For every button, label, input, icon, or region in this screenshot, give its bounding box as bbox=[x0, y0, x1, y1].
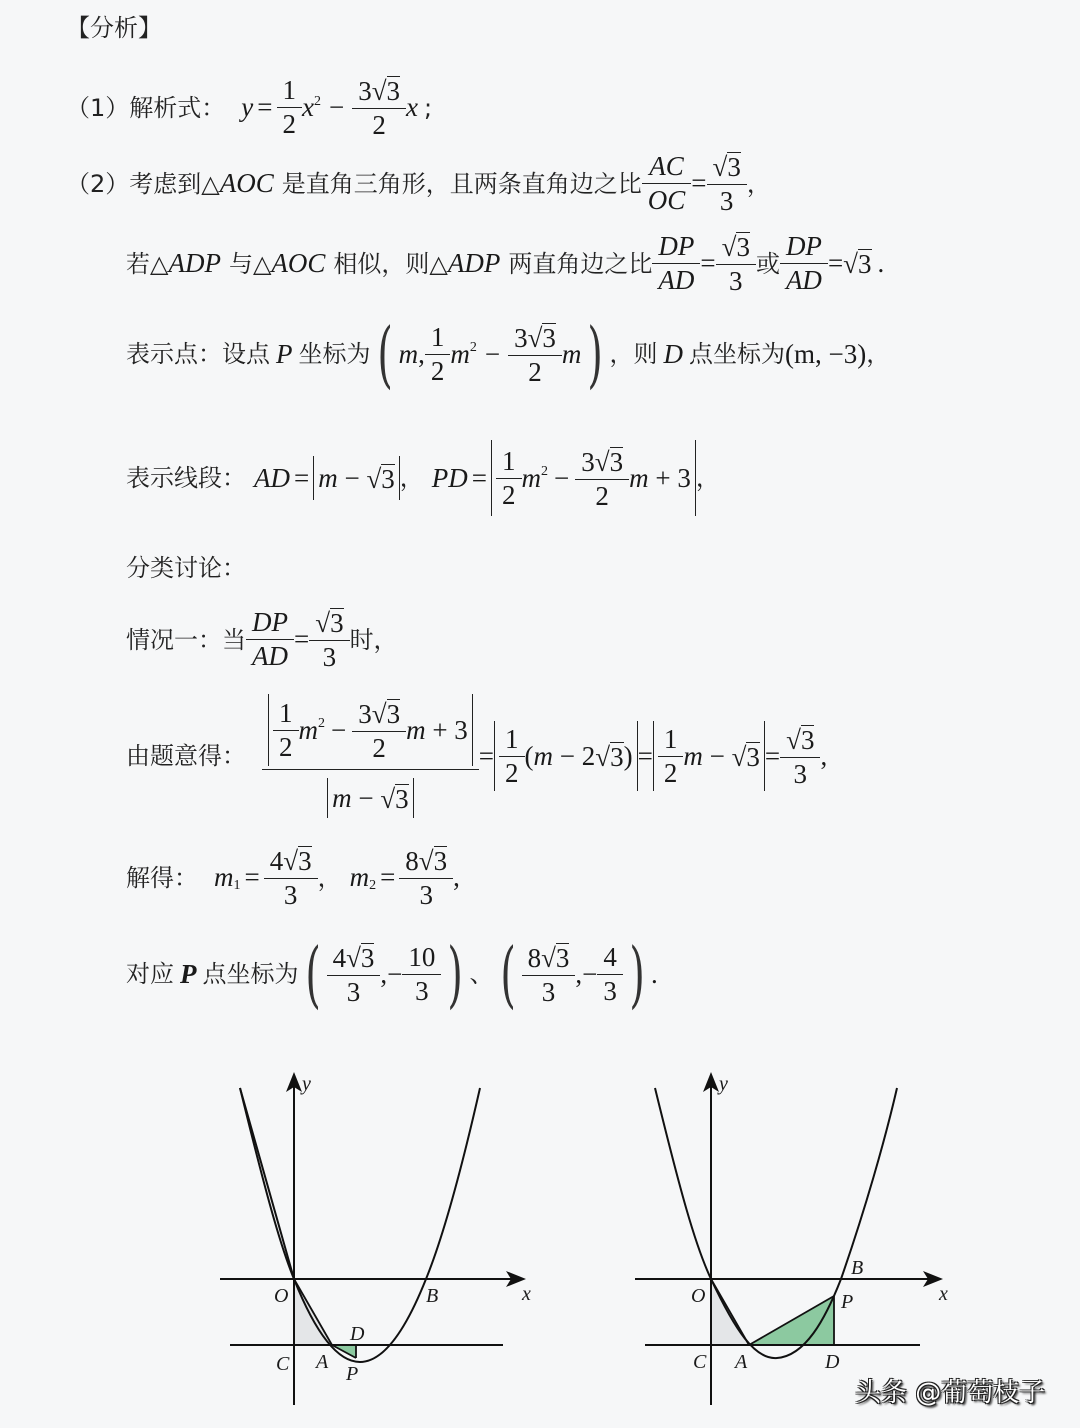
text: ，则 bbox=[609, 340, 658, 368]
fraction-sqrt3-over-3: √ 3 3 bbox=[719, 232, 753, 295]
point-line: 表示点：设点 P 坐标为 ( m , $\frac{1}{2}$ m 2 − 3 √ 3 2 m ) ，则 D 点坐标为 (m, −3) ， bbox=[126, 312, 891, 396]
solution-m1: 4 √ 3 3 bbox=[267, 846, 315, 909]
solution-line: 解得： m 1 = 4 √ 3 3 ， m 2 = 8 √ 3 3 , bbox=[126, 846, 460, 910]
abs-half-expr: $\frac{1}{2}$ ( m − 2 √ 3 ) bbox=[494, 721, 638, 791]
figure-2-graph bbox=[625, 1060, 965, 1420]
fraction-dp-ad: $\frac{DP}{AD}$ bbox=[655, 233, 697, 294]
part2-text: 是直角三角形，且两条直角边之比 bbox=[281, 169, 642, 198]
math-semicolon: ; bbox=[424, 93, 433, 122]
text: 点坐标为 bbox=[202, 960, 299, 988]
text: 对应 bbox=[126, 960, 174, 988]
text: 与△ bbox=[228, 249, 272, 278]
label-y: y bbox=[719, 1073, 728, 1095]
text: 由题意得： bbox=[126, 742, 246, 770]
comma: ， bbox=[746, 169, 771, 198]
part2-number: （2） bbox=[66, 169, 130, 198]
watermark: 头条 @葡萄枝子 bbox=[855, 1378, 1046, 1408]
label-y: y bbox=[302, 1073, 311, 1095]
d-coordinate: (m, −3) bbox=[785, 338, 867, 369]
label-o: O bbox=[691, 1285, 706, 1307]
label-x: x bbox=[522, 1283, 531, 1305]
case1-line: 情况一：当 $\frac{DP}{AD}$ = √ 3 3 时， bbox=[126, 607, 398, 672]
triangle-adp: ADP bbox=[168, 248, 221, 278]
label-p: P bbox=[346, 1363, 359, 1385]
classify-heading: 分类讨论： bbox=[126, 554, 246, 582]
triangle-aoc: AOC bbox=[271, 248, 326, 278]
text: 时， bbox=[349, 625, 398, 654]
derivation-line: 由题意得： $\frac{1}{2}$ m 2 − 3 √ 3 2 m + 3 m − √ 3 = $\frac{1}{2}$ ( m − 2 √ 3 ) = $\frac{1}{2}$ m − √ 3 = √ 3 3 , bbox=[126, 694, 827, 818]
solution-m2: 8 √ 3 3 bbox=[402, 846, 450, 909]
segment-line: 表示线段： AD = m − √ 3 ， PD = $\frac{1}{2}$ m 2 − 3 √ 3 2 m + 3 ， bbox=[126, 440, 720, 516]
point-p: P bbox=[276, 338, 293, 369]
math-eq: = bbox=[257, 92, 273, 122]
fraction-half: $\frac{1}{2}$ bbox=[280, 77, 300, 138]
abs-ad: m − √ 3 bbox=[313, 456, 400, 500]
point-p: P bbox=[180, 958, 197, 989]
math-minus: − bbox=[328, 92, 345, 122]
fraction-dp-ad: $\frac{DP}{AD}$ bbox=[783, 233, 825, 294]
parabola-curve bbox=[655, 1088, 897, 1358]
part2-text: 考虑到△ bbox=[129, 169, 220, 198]
label-a: A bbox=[316, 1351, 329, 1373]
separator: 、 bbox=[469, 960, 494, 988]
text: 表示点：设点 bbox=[126, 340, 270, 368]
math-x: x bbox=[302, 92, 314, 122]
abs-pd: $\frac{1}{2}$ m 2 − 3 √ 3 2 m + 3 bbox=[491, 440, 696, 516]
right-paren: ) bbox=[587, 312, 604, 396]
p2-x: 8 √ 3 3 bbox=[525, 943, 573, 1006]
left-paren: ( bbox=[376, 312, 393, 396]
label-x: x bbox=[939, 1283, 948, 1305]
fraction-half: $\frac{1}{2}$ bbox=[428, 324, 448, 385]
sqrt3: √ 3 bbox=[843, 249, 872, 279]
fraction-sqrt3-over-3: √ 3 3 bbox=[783, 725, 817, 788]
p1-y: $\frac{10}{3}$ bbox=[405, 944, 438, 1005]
fraction-3sqrt3-over-2: 3 √ 3 2 bbox=[355, 76, 403, 139]
figure-1-graph bbox=[210, 1060, 550, 1420]
text: 解得： bbox=[126, 863, 198, 892]
part2-line1: （2） 考虑到△ AOC 是直角三角形，且两条直角边之比 $\frac{AC}{OC}$ = √ 3 3 ， bbox=[66, 151, 771, 216]
part1-line bbox=[66, 76, 432, 139]
label-c: C bbox=[693, 1351, 707, 1373]
label-o: O bbox=[274, 1285, 289, 1307]
text: 情况一：当 bbox=[126, 625, 246, 654]
derivation-big-fraction: $\frac{1}{2}$ m 2 − 3 √ 3 2 m + 3 m − √ 3 bbox=[265, 694, 476, 818]
label-d: D bbox=[825, 1351, 840, 1373]
text: 点坐标为 bbox=[689, 340, 785, 368]
math-exp: 2 bbox=[313, 93, 321, 109]
label-d: D bbox=[350, 1323, 365, 1345]
text: 若△ bbox=[126, 249, 169, 278]
triangle-aoc: AOC bbox=[219, 168, 274, 198]
label-c: C bbox=[276, 1353, 290, 1375]
math-m: m bbox=[398, 338, 419, 369]
fraction-3sqrt3-over-2: 3 √ 3 2 bbox=[511, 323, 559, 386]
text: 两直角边之比 bbox=[508, 249, 653, 278]
part2-line2: 若△ ADP 与△ AOC 相似，则△ ADP 两直角边之比 $\frac{DP}{AD}$ = √ 3 3 或 $\frac{DP}{AD}$ = √ 3 . bbox=[126, 231, 885, 296]
text: 相似，则△ bbox=[333, 249, 448, 278]
text-or: 或 bbox=[755, 249, 780, 278]
p2-y: $\frac{4}{3}$ bbox=[600, 944, 620, 1005]
period: . bbox=[877, 248, 885, 278]
label-p: P bbox=[841, 1291, 854, 1313]
math-y: y bbox=[241, 92, 254, 122]
fraction-dp-ad: $\frac{DP}{AD}$ bbox=[249, 609, 291, 670]
label-b: B bbox=[851, 1257, 864, 1279]
text: 坐标为 bbox=[298, 340, 371, 368]
label-a: A bbox=[735, 1351, 748, 1373]
math-x: x bbox=[406, 92, 419, 122]
p-coords-line: 对应 P 点坐标为 ( 4 √ 3 3 ,− $\frac{10}{3}$ ) 、 ( 8 √ 3 3 ,− $\frac{4}{3}$ ) . bbox=[126, 932, 658, 1016]
part1-label: （1）解析式： bbox=[66, 93, 226, 122]
point-d: D bbox=[663, 338, 683, 369]
text: 表示线段： bbox=[126, 464, 246, 492]
section-heading: 【分析】 bbox=[66, 14, 162, 42]
fraction-sqrt3-over-3: √ 3 3 bbox=[312, 608, 346, 671]
fraction-sqrt3-over-3: √ 3 3 bbox=[710, 152, 744, 215]
abs-half-m: $\frac{1}{2}$ m − √ 3 bbox=[653, 721, 765, 791]
p1-x: 4 √ 3 3 bbox=[330, 943, 378, 1006]
triangle-adp: ADP bbox=[447, 248, 501, 278]
fraction-ac-oc: $\frac{AC}{OC}$ bbox=[645, 153, 689, 214]
label-b: B bbox=[426, 1285, 439, 1307]
